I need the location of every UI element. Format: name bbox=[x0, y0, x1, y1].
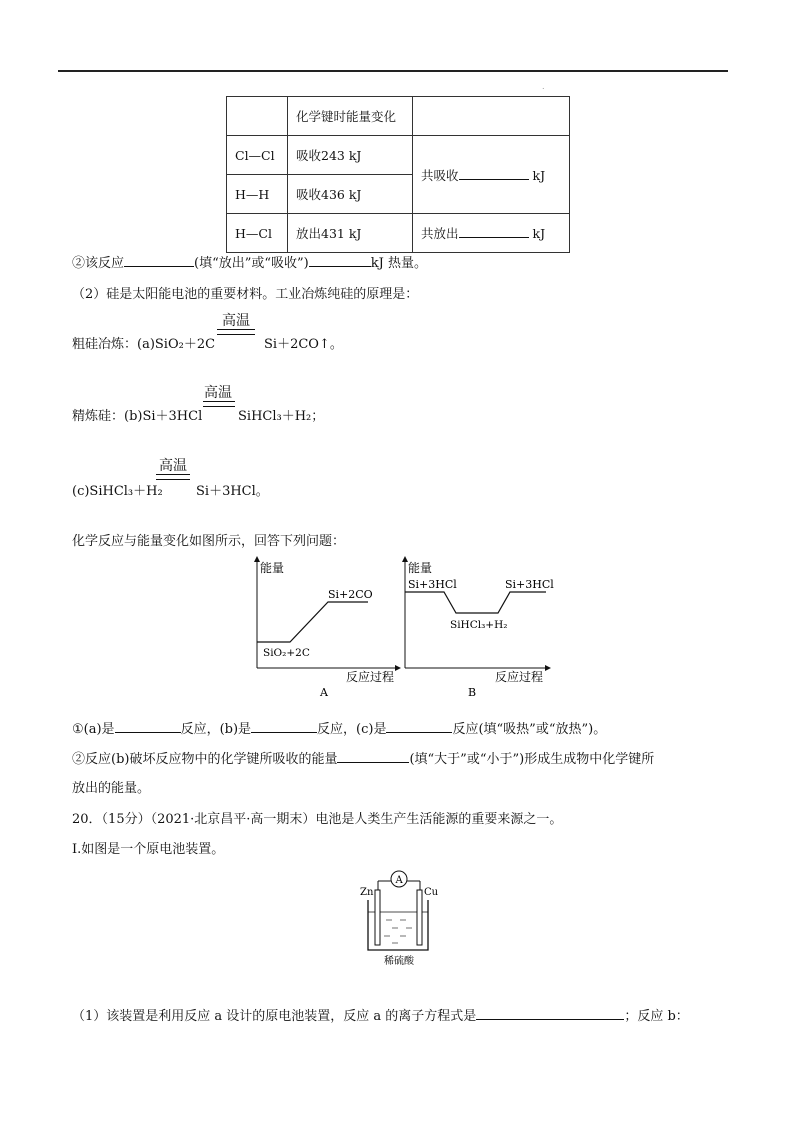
answer-blank[interactable] bbox=[115, 720, 181, 733]
q-heat-a: ①(a)是 bbox=[72, 722, 115, 737]
change-cell: 吸收436 kJ bbox=[288, 175, 413, 214]
equals-sign bbox=[203, 401, 235, 407]
q20-1-a: （1）该装置是利用反应 a 设计的原电池装置，反应 a 的离子方程式是 bbox=[72, 1009, 477, 1024]
question-20-part-i: I.如图是一个原电池装置。 bbox=[72, 842, 225, 857]
equals-sign bbox=[217, 329, 255, 335]
bond-cell: H—H bbox=[227, 175, 288, 214]
release-suffix: kJ bbox=[532, 226, 546, 241]
table-row bbox=[227, 97, 570, 136]
q20-1-b: ；反应 b： bbox=[624, 1009, 689, 1024]
y-label: 能量 bbox=[260, 561, 285, 575]
question-20: 20．（15分）（2021·北京昌平·高一期末）电池是人类生产生活能源的重要来源之一。 bbox=[72, 812, 563, 827]
condition-label: 高温 bbox=[204, 385, 232, 401]
q-heat-c: 反应，(c)是 bbox=[317, 722, 387, 737]
intermediate-label: SiHCl₃+H₂ bbox=[450, 619, 508, 631]
header-rule bbox=[58, 70, 728, 72]
equation-c-right: Si＋3HCl。 bbox=[196, 484, 269, 499]
q2-prefix: ②该反应 bbox=[72, 256, 125, 271]
absorb-suffix: kJ bbox=[532, 167, 546, 183]
diagram-b bbox=[405, 559, 554, 699]
x-label: 反应过程 bbox=[495, 670, 544, 684]
q-bond-line bbox=[72, 748, 654, 767]
reactant-label: Si+3HCl bbox=[408, 578, 457, 591]
answer-blank[interactable] bbox=[251, 720, 317, 733]
absorb-prefix: 共吸收 bbox=[421, 167, 459, 183]
equation-a-left: 粗硅冶炼：(a)SiO₂＋2C bbox=[72, 337, 216, 352]
absorb-total-cell bbox=[413, 136, 570, 214]
release-prefix: 共放出 bbox=[421, 226, 459, 241]
equation-c-left: (c)SiHCl₃＋H₂ bbox=[72, 484, 163, 499]
equation-b-right: SiHCl₃＋H₂； bbox=[238, 409, 325, 424]
q2-middle: (填“放出”或“吸收”) bbox=[194, 256, 309, 271]
y-label: 能量 bbox=[408, 561, 433, 575]
reactant-label: SiO₂+2C bbox=[263, 647, 310, 659]
q-heat-d: 反应(填“吸热”或“放热”)。 bbox=[452, 722, 607, 737]
answer-blank[interactable] bbox=[459, 225, 529, 238]
cu-electrode bbox=[417, 890, 422, 945]
energy-curve bbox=[405, 592, 546, 613]
part2-intro: （2）硅是太阳能电池的重要材料。工业冶炼纯硅的原理是： bbox=[72, 287, 419, 302]
table-row bbox=[227, 136, 570, 175]
q-heat-b: 反应，(b)是 bbox=[180, 722, 252, 737]
diagram-intro: 化学反应与能量变化如图所示，回答下列问题： bbox=[72, 534, 346, 549]
table-cell bbox=[227, 97, 288, 136]
product-label: Si+3HCl bbox=[505, 578, 554, 591]
change-cell: 放出431 kJ bbox=[288, 214, 413, 253]
bond-cell: H—Cl bbox=[227, 214, 288, 253]
table-row bbox=[227, 214, 570, 253]
galvanic-cell-diagram bbox=[356, 868, 446, 968]
q2-line bbox=[72, 252, 427, 271]
change-cell: 吸收243 kJ bbox=[288, 136, 413, 175]
x-label: 反应过程 bbox=[346, 670, 395, 684]
equation-a-right: Si＋2CO↑。 bbox=[264, 337, 343, 352]
table-cell bbox=[413, 97, 570, 136]
condition-label: 高温 bbox=[159, 458, 187, 474]
dot-mark: . bbox=[542, 82, 545, 91]
diagram-a bbox=[257, 559, 398, 699]
energy-diagrams bbox=[230, 555, 560, 700]
zn-electrode bbox=[375, 890, 380, 945]
energy-curve bbox=[257, 602, 368, 642]
answer-blank[interactable] bbox=[459, 167, 529, 180]
bond-cell: Cl—Cl bbox=[227, 136, 288, 175]
answer-blank[interactable] bbox=[124, 254, 194, 267]
product-label: Si+2CO bbox=[328, 588, 373, 601]
q-heat-line bbox=[72, 718, 606, 737]
answer-blank[interactable] bbox=[476, 1007, 624, 1020]
zn-label: Zn bbox=[360, 887, 374, 898]
liquid-hatching bbox=[384, 920, 412, 943]
q2-suffix: kJ 热量。 bbox=[370, 256, 427, 271]
ammeter-label: A bbox=[395, 875, 403, 886]
q-bond-a: ②反应(b)破坏反应物中的化学键所吸收的能量 bbox=[72, 752, 338, 767]
answer-blank[interactable] bbox=[337, 750, 409, 763]
cu-label: Cu bbox=[424, 887, 439, 898]
equation-b-left: 精炼硅：(b)Si＋3HCl bbox=[72, 409, 203, 424]
q20-1-line bbox=[72, 1005, 689, 1024]
condition-label: 高温 bbox=[222, 313, 250, 329]
caption-a: A bbox=[320, 686, 328, 699]
q-bond-continued: 放出的能量。 bbox=[72, 781, 151, 796]
solution-label: 稀硫酸 bbox=[384, 956, 414, 967]
answer-blank[interactable] bbox=[386, 720, 452, 733]
q-bond-b: (填“大于”或“小于”)形成生成物中化学键所 bbox=[409, 752, 655, 767]
release-total-cell bbox=[413, 214, 570, 253]
answer-blank[interactable] bbox=[309, 254, 371, 267]
bond-energy-table bbox=[226, 96, 570, 253]
table-header-change: 化学键时能量变化 bbox=[288, 97, 413, 136]
equals-sign bbox=[156, 474, 190, 480]
caption-b: B bbox=[468, 686, 477, 699]
